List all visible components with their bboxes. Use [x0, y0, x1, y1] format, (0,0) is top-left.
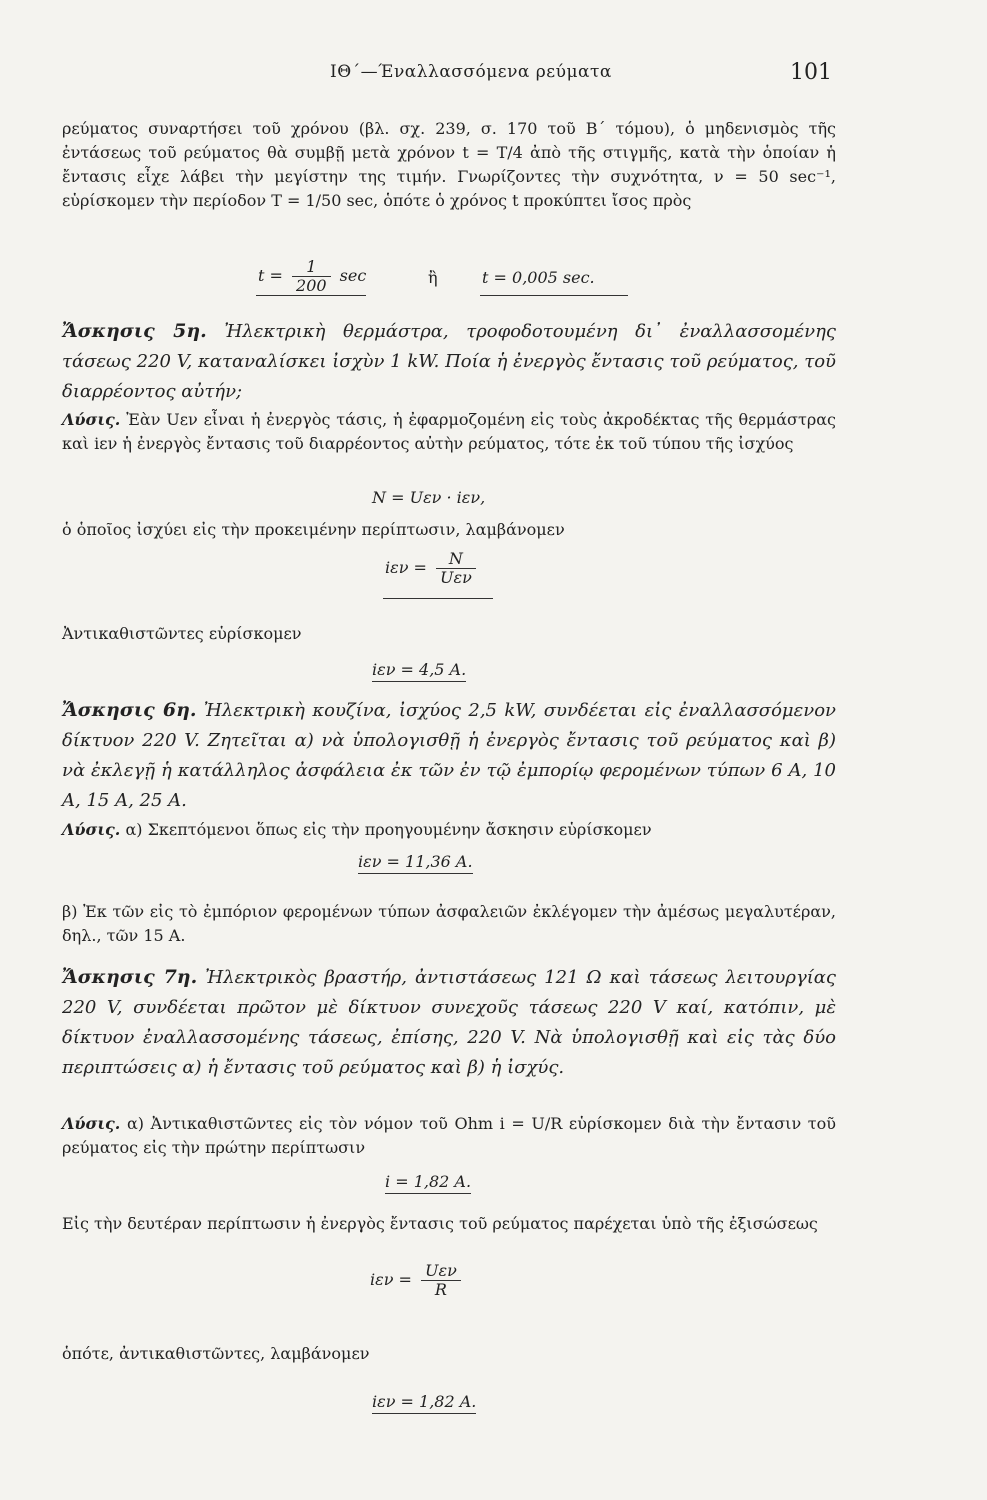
exercise-5-solution	[62, 408, 836, 456]
eq1-rhs-underline	[480, 295, 628, 296]
eq1-or: ἢ	[428, 268, 438, 287]
exercise-6-text2-content: β) Ἐκ τῶν εἰς τὸ ἐμπόριον φερομένων τύπων ἀσφαλειῶν ἐκλέγομεν τὴν ἀμέσως μεγαλυτέραν, δηλ., τῶν 15 A.	[62, 902, 836, 945]
exercise-7-solution-text: α) Ἀντικαθιστῶντες εἰς τὸν νόμον τοῦ Ohm i = U/R εὑρίσκομεν διὰ τὴν ἔντασιν τοῦ ρεύματος εἰς τὴν πρώτην περίπτωσιν	[62, 1114, 836, 1157]
eq1-lhs: t =	[258, 266, 283, 285]
exercise-5-result: iεν = 4,5 A.	[372, 660, 466, 682]
exercise-6	[62, 695, 836, 816]
exercise-6-result: iεν = 11,36 A.	[358, 852, 473, 874]
exercise-5-text3	[62, 622, 836, 646]
ex5-numerator: N	[436, 550, 476, 569]
eq1-numerator: 1	[292, 258, 331, 277]
exercise-7-text2	[62, 1212, 836, 1236]
eq1-denominator: 200	[296, 276, 327, 295]
exercise-6-body: Ἠλεκτρικὴ κουζίνα, ἰσχύος 2,5 kW, συνδέεται εἰς ἐναλλασσόμενον δίκτυον 220 V. Ζητεῖται α) νὰ ὑπολογισθῇ ἡ ἐνεργὸς ἔντασις τοῦ ρεύματος καὶ β) νὰ ἐκλεγῇ ἡ κατάλληλος ἀσφάλεια ἐκ τῶν ἐν τῷ ἐμπορίῳ φερομένων τύπων 6 A, 10 A, 15 A, 25 A.	[62, 700, 836, 811]
ex5-frac-lhs: iεν =	[385, 558, 427, 577]
exercise-7-text3	[62, 1342, 836, 1366]
ex7-denominator: R	[434, 1280, 447, 1299]
page-header	[0, 62, 987, 92]
intro-text: ρεύματος συναρτήσει τοῦ χρόνου (βλ. σχ. 239, σ. 170 τοῦ Β΄ τόμου), ὁ μηδενισμὸς τῆς ἐντάσεως τοῦ ρεύματος θὰ συμβῇ μετὰ χρόνον t = T/4 ἀπὸ τῆς στιγμῆς, κατὰ τὴν ὁποίαν ἡ ἔντασις εἶχε λάβει τὴν μεγίστην της τιμήν. Γνωρίζοντες τὴν συχνότητα, ν = 50 sec⁻¹, εὑρίσκομεν τὴν περίοδον T = 1/50 sec, ὁπότε ὁ χρόνος t προκύπτει ἴσος πρὸς	[62, 119, 836, 210]
exercise-7-result-2: iεν = 1,82 A.	[372, 1392, 476, 1414]
exercise-7-text3-content: ὁπότε, ἀντικαθιστῶντες, λαμβάνομεν	[62, 1344, 370, 1363]
ex7-frac-lhs: iεν =	[370, 1270, 412, 1289]
ex7-fraction	[421, 1262, 461, 1299]
running-title: ΙΘ΄—Έναλλασσόμενα ρεύματα	[330, 62, 612, 82]
exercise-6-text2	[62, 900, 836, 948]
exercise-5-solution-text: Ἐὰν Uεν εἶναι ἡ ἐνεργὸς τάσις, ἡ ἐφαρμοζομένη εἰς τοὺς ἀκροδέκτας τῆς θερμάστρας καὶ iεν ἡ ἐνεργὸς ἔντασις τοῦ διαρρέοντος αὐτὴν ρεύματος, τότε ἐκ τοῦ τύπου τῆς ἰσχύος	[62, 410, 836, 453]
exercise-5-text3-content: Ἀντικαθιστῶντες εὑρίσκομεν	[62, 624, 302, 643]
exercise-6-solution	[62, 818, 836, 842]
equation-power: N = Uεν · iεν,	[372, 488, 486, 507]
equation-effective-current	[370, 1262, 465, 1299]
equation-time-fraction	[258, 258, 366, 295]
equation-time-decimal: t = 0,005 sec.	[482, 268, 595, 287]
exercise-6-solution-text: α) Σκεπτόμενοι ὅπως εἰς τὴν προηγουμένην ἄσκησιν εὑρίσκομεν	[125, 820, 652, 839]
exercise-6-solution-label: Λύσις.	[62, 820, 121, 839]
exercise-6-title: Ἄσκησις 6η.	[62, 699, 197, 721]
intro-paragraph	[62, 117, 836, 213]
exercise-7-text2-content: Εἰς τὴν δευτέραν περίπτωσιν ἡ ἐνεργὸς ἔντασις τοῦ ρεύματος παρέχεται ὑπὸ τῆς ἐξισώσεως	[62, 1214, 818, 1233]
exercise-7-title: Ἄσκησις 7η.	[62, 966, 198, 988]
eq1-fraction	[292, 258, 331, 295]
exercise-7-body: Ἠλεκτρικὸς βραστήρ, ἀντιστάσεως 121 Ω καὶ τάσεως λειτουργίας 220 V, συνδέεται πρῶτον μὲ δίκτυον συνεχοῦς τάσεως 220 V καί, κατόπιν, μὲ δίκτυον ἐναλλασσομένης τάσεως, ἐπίσης, 220 V. Νὰ ὑπολογισθῇ καὶ εἰς τὰς δύο περιπτώσεις α) ἡ ἔντασις τοῦ ρεύματος καὶ β) ἡ ἰσχύς.	[62, 967, 836, 1078]
exercise-5-solution-label: Λύσις.	[62, 410, 121, 429]
exercise-5-title: Ἄσκησις 5η.	[62, 320, 207, 342]
equation-current-from-power	[385, 550, 480, 587]
ex7-numerator: Uεν	[421, 1262, 461, 1281]
exercise-7-result-1: i = 1,82 A.	[385, 1172, 471, 1194]
exercise-5-body: Ἠλεκτρικὴ θερμάστρα, τροφοδοτουμένη δι᾽ ἐναλλασσομένης τάσεως 220 V, καταναλίσκει ἰσχὺν 1 kW. Ποία ἡ ἐνεργὸς ἔντασις τοῦ ρεύματος, τοῦ διαρρέοντος αὐτήν;	[62, 321, 836, 402]
page-number: 101	[790, 60, 832, 85]
ex5-denominator: Uεν	[440, 568, 472, 587]
ex5-fraction	[436, 550, 476, 587]
eq1-underline	[256, 295, 366, 296]
exercise-7	[62, 962, 836, 1083]
exercise-7-solution	[62, 1112, 836, 1160]
exercise-7-solution-label: Λύσις.	[62, 1114, 121, 1133]
ex5-eq-underline	[383, 598, 493, 599]
exercise-5	[62, 316, 836, 407]
exercise-5-text2-content: ὁ ὁποῖος ἰσχύει εἰς τὴν προκειμένην περίπτωσιν, λαμβάνομεν	[62, 520, 565, 539]
exercise-5-text2	[62, 518, 836, 542]
eq1-unit: sec	[339, 266, 367, 285]
